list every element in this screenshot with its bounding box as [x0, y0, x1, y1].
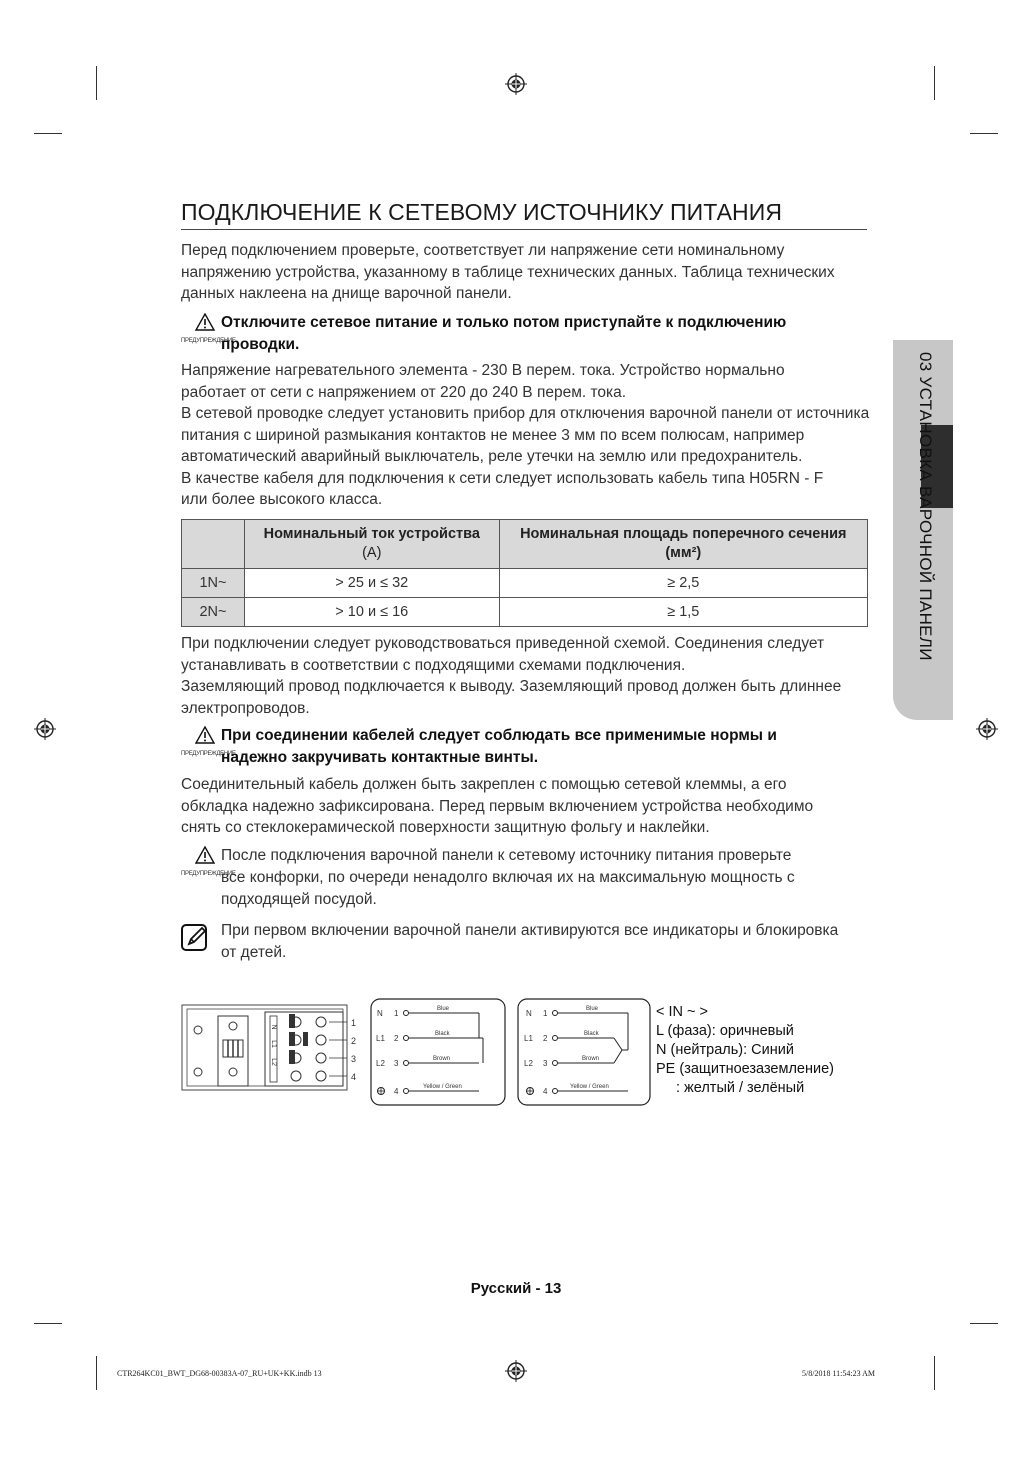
warning-text: При соединении кабелей следует соблюдать все применимые нормы и [221, 727, 777, 744]
pin-label: N [377, 1009, 383, 1018]
pin-number: 1 [394, 1009, 399, 1018]
table-cell-current: > 10 и ≤ 16 [244, 598, 499, 627]
pin-number: 2 [394, 1034, 399, 1043]
warning-triangle-icon [195, 846, 215, 864]
table-row [182, 598, 868, 627]
print-slug-file: CTR264KC01_BWT_DG68-00383A-07_RU+UK+KK.indb 13 [117, 1369, 322, 1378]
table-header-empty [182, 520, 245, 569]
page-title: ПОДКЛЮЧЕНИЕ К СЕТЕВОМУ ИСТОЧНИКУ ПИТАНИЯ [181, 199, 783, 225]
pin-label: L1 [524, 1034, 533, 1043]
registration-mark-icon [505, 1360, 527, 1382]
note-text: При первом включении варочной панели активируются все индикаторы и блокировка от детей. [221, 922, 839, 961]
registration-mark-icon [34, 718, 56, 740]
table-row [182, 569, 868, 598]
table-cell-type: 2N~ [182, 598, 245, 627]
print-slug-date: 5/8/2018 11:54:23 AM [802, 1369, 876, 1378]
block-label-n: N [270, 1024, 277, 1030]
pin-number: 3 [543, 1059, 548, 1068]
crop-mark [970, 1323, 998, 1324]
warning-triangle-icon [195, 313, 215, 331]
crop-mark [96, 66, 97, 100]
wire-label-brown: Brown [582, 1056, 600, 1062]
pin-number: 3 [394, 1059, 399, 1068]
warning-block [181, 845, 871, 911]
table-cell-section: ≥ 1,5 [499, 598, 867, 627]
body-paragraph: Соединительный кабель должен быть закреплен с помощью сетевой клеммы, а его обкладка надежно зафиксирована. Перед первым включением устройства необходимо снять со стеклокерамической поверхности защитную фольгу и наклейки. [181, 776, 814, 836]
pin-label: L2 [524, 1059, 533, 1068]
pin-label: L2 [376, 1059, 385, 1068]
crop-mark [934, 66, 935, 100]
wire-label-blue: Blue [586, 1006, 599, 1012]
table-cell-current: > 25 и ≤ 32 [244, 569, 499, 598]
chapter-side-tab [893, 340, 953, 720]
cable-spec-table [181, 519, 868, 627]
body-paragraph: Напряжение нагревательного элемента - 230 В перем. тока. Устройство нормально работает от сети с напряжением от 220 до 240 В перем. тока. В сетевой проводке следует установить прибор для отключения варочной панели от источника питания с шириной размыкания контактов не менее 3 мм по всем полюсам, например автоматический аварийный выключатель, реле утечки на землю или предохранитель. В качестве кабеля для подключения к сети следует использовать кабель типа H05RN - F или более высокого класса. [181, 362, 870, 508]
warning-block [181, 725, 871, 769]
warning-label: ПРЕДУПРЕЖДЕНИЕ [181, 751, 236, 757]
warning-text: надежно закручивать контактные винты. [221, 749, 539, 766]
crop-mark [934, 1356, 935, 1390]
terminal-block-diagram [181, 1000, 359, 1092]
terminal-number: 3 [351, 1054, 357, 1064]
chapter-tab-label: 03 УСТАНОВКА ВАРОЧНОЙ ПАНЕЛИ [916, 352, 935, 661]
table-header-current: Номинальный ток устройства (А) [244, 520, 499, 569]
registration-mark-icon [976, 718, 998, 740]
table-cell-section: ≥ 2,5 [499, 569, 867, 598]
wiring-diagram-2n [516, 997, 652, 1107]
title-underline [181, 229, 867, 230]
crop-mark [34, 133, 62, 134]
note-icon [180, 923, 210, 953]
wire-label-brown: Brown [433, 1056, 451, 1062]
table-cell-type: 1N~ [182, 569, 245, 598]
warning-text: После подключения варочной панели к сетевому источнику питания проверьте [221, 847, 792, 864]
warning-label: ПРЕДУПРЕЖДЕНИЕ [181, 338, 236, 344]
block-label-l1: L1 [270, 1040, 277, 1048]
wire-label-black: Black [584, 1031, 599, 1037]
block-label-l2: L2 [270, 1058, 277, 1066]
pin-label: N [526, 1009, 532, 1018]
pin-number: 2 [543, 1034, 548, 1043]
warning-label: ПРЕДУПРЕЖДЕНИЕ [181, 871, 236, 877]
warning-block [181, 312, 871, 356]
warning-text: все конфорки, по очереди ненадолго включая их на максимальную мощность с [221, 869, 795, 886]
table-header-section: Номинальная площадь поперечного сечения (мм²) [499, 520, 867, 569]
wire-color-legend: < IN ~ > L (фаза): оричневый N (нейтраль): Синий PE (защитноезаземление) : желтый / зелёный [656, 1004, 834, 1096]
warning-text: Отключите сетевое питание и только потом приступайте к подключению [221, 314, 787, 331]
body-paragraph: При подключении следует руководствоваться приведенной схемой. Соединения следует устанавливать в соответствии с подходящими схемами подключения. Заземляющий провод подключается к выводу. Заземляющий провод должен быть длиннее электропроводов. [181, 635, 842, 717]
warning-text: проводки. [221, 336, 300, 353]
table-header-row [182, 520, 868, 569]
warning-triangle-icon [195, 726, 215, 744]
wire-label-blue: Blue [437, 1006, 450, 1012]
wiring-diagram-1n [369, 997, 507, 1107]
pin-number: 4 [394, 1087, 399, 1096]
terminal-number: 4 [351, 1072, 357, 1082]
warning-text: подходящей посудой. [221, 891, 377, 908]
pin-label: L1 [376, 1034, 385, 1043]
wire-label-black: Black [435, 1031, 450, 1037]
crop-mark [96, 1356, 97, 1390]
wire-label-yellow-green: Yellow / Green [423, 1084, 462, 1090]
wire-label-yellow-green: Yellow / Green [570, 1084, 609, 1090]
pin-number: 1 [543, 1009, 548, 1018]
pin-number: 4 [543, 1087, 548, 1096]
intro-paragraph: Перед подключением проверьте, соответствует ли напряжение сети номинальному напряжению устройства, указанному в таблице технических данных. Таблица технических данных наклеена на днище варочной панели. [181, 242, 835, 302]
crop-mark [970, 133, 998, 134]
page-number: Русский - 13 [470, 1280, 562, 1297]
registration-mark-icon [505, 73, 527, 95]
terminal-number: 1 [351, 1018, 357, 1028]
terminal-number: 2 [351, 1036, 357, 1046]
crop-mark [34, 1323, 62, 1324]
